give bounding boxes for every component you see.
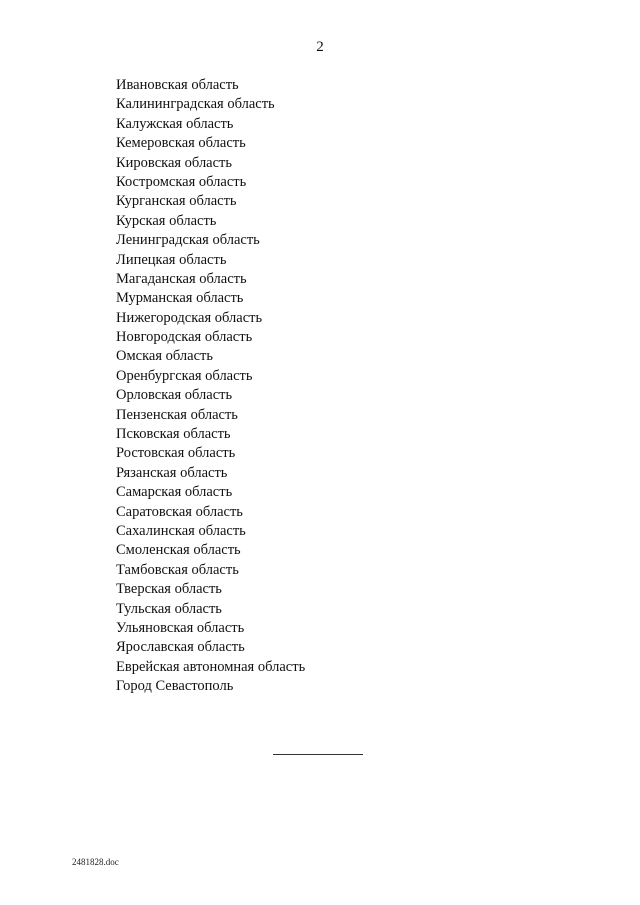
region-item: Тульская область: [116, 600, 222, 617]
region-item: Смоленская область: [116, 542, 241, 559]
region-item: Калужская область: [116, 115, 234, 132]
region-item: Рязанская область: [116, 464, 228, 481]
region-item: Сахалинская область: [116, 522, 246, 539]
region-item: Новгородская область: [116, 329, 253, 346]
region-item: Ростовская область: [116, 445, 236, 462]
region-item: Пензенская область: [116, 406, 238, 423]
region-item: Ивановская область: [116, 77, 239, 93]
region-item: Липецкая область: [116, 251, 227, 268]
region-item: Кемеровская область: [116, 135, 246, 152]
region-item: Псковская область: [116, 426, 231, 443]
end-of-list-rule: [273, 754, 363, 755]
region-item: Ленинградская область: [116, 232, 260, 249]
region-item: Магаданская область: [116, 270, 247, 287]
region-item: Курганская область: [116, 193, 237, 210]
region-item: Ярославская область: [116, 639, 245, 656]
footer-filename: 2481828.doc: [72, 857, 119, 867]
region-item: Город Севастополь: [116, 678, 234, 695]
region-item: Костромская область: [116, 173, 247, 190]
region-item: Саратовская область: [116, 503, 243, 520]
region-item: Еврейская автономная область: [116, 658, 306, 675]
region-item: Мурманская область: [116, 290, 244, 307]
page-number: 2: [316, 39, 324, 55]
region-item: Оренбургская область: [116, 367, 253, 384]
region-item: Ульяновская область: [116, 619, 245, 636]
region-item: Калининградская область: [116, 96, 275, 113]
region-list: [116, 76, 305, 697]
region-item: Нижегородская область: [116, 309, 263, 326]
region-item: Тверская область: [116, 581, 222, 598]
region-item: Курская область: [116, 212, 217, 229]
region-item: Кировская область: [116, 154, 233, 171]
region-item: Орловская область: [116, 387, 233, 404]
region-item: Тамбовская область: [116, 561, 239, 578]
region-item: Самарская область: [116, 484, 233, 501]
region-item: Омская область: [116, 348, 213, 365]
